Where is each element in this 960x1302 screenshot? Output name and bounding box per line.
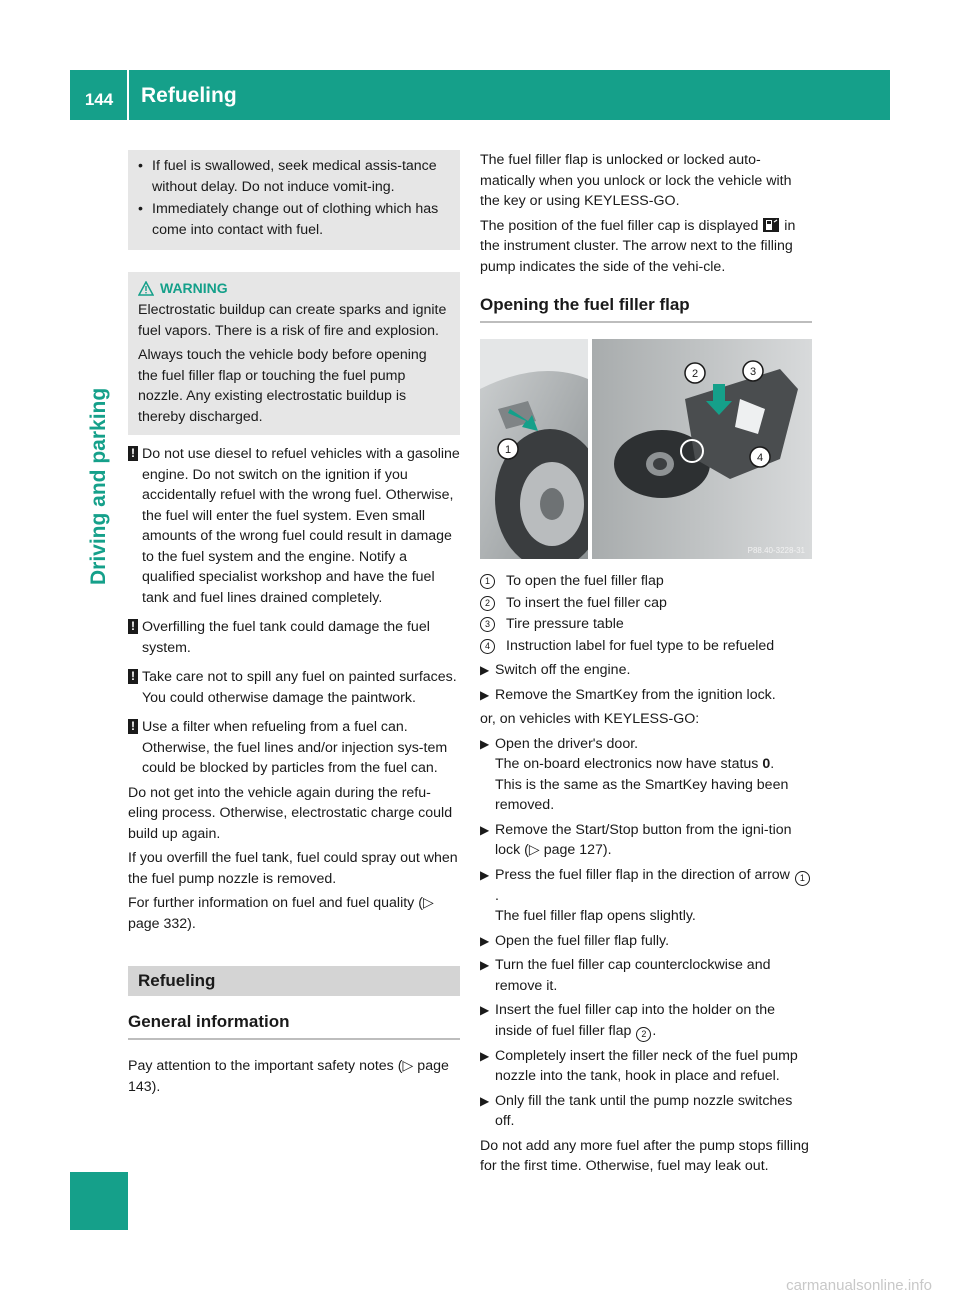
fuel-pump-icon xyxy=(762,217,780,233)
step-arrow-icon: ▶ xyxy=(480,663,490,677)
step-arrow-icon: ▶ xyxy=(480,687,490,702)
body-paragraph-link[interactable]: Pay attention to the important safety notes (▷ page 143). xyxy=(128,1058,449,1095)
safety-box xyxy=(128,150,460,250)
watermark: carmanualsonline.info xyxy=(786,1277,932,1294)
caution-note: ! Overfilling the fuel tank could damage the fuel system. xyxy=(128,617,460,658)
status-value: 0 xyxy=(762,756,771,772)
section-heading: Refueling xyxy=(128,966,460,996)
step-arrow-icon: ▶ xyxy=(480,867,490,882)
warning-text: Always touch the vehicle body before opening the fuel filler flap or touching the fuel pump nozzle. Any existing electrostatic buildup is thereby discharged. xyxy=(138,347,427,425)
step-arrow-icon: ▶ xyxy=(480,1093,490,1108)
body-paragraph: The fuel filler flap is unlocked or locked auto-matically when you unlock or lock the vehicle with the key or using KEYLESS-GO. xyxy=(480,152,792,209)
side-tab-marker xyxy=(70,1172,128,1230)
warning-triangle-icon xyxy=(138,281,154,296)
exclamation-icon: ! xyxy=(128,619,138,634)
step-arrow-icon: ▶ xyxy=(480,736,490,751)
body-paragraph: The position of the fuel filler cap is displayed in the instrument cluster. The arrow next to the filling pump indicates the side of the vehi-cle. xyxy=(480,217,796,275)
bullet-icon: • xyxy=(138,158,143,174)
caution-note: ! Use a filter when refueling from a fuel can. Otherwise, the fuel lines and/or injection sys-tem could be blocked by particles from the fuel can. xyxy=(128,717,460,779)
instruction-step: ▶ Open the driver's door. The on-board electronics now have status 0. This is the same as the SmartKey having been removed. xyxy=(480,735,789,813)
svg-text:3: 3 xyxy=(749,366,757,378)
step-arrow-icon: ▶ xyxy=(480,822,490,837)
subsection-heading: General information xyxy=(128,1012,460,1040)
instruction-step-link[interactable]: ▶ Remove the Start/Stop button from the igni-tion lock (▷ page 127). xyxy=(480,821,792,858)
body-paragraph: Do not add any more fuel after the pump stops filling for the first time. Otherwise, fuel may leak out. xyxy=(480,1137,809,1174)
body-paragraph: or, on vehicles with KEYLESS-GO: xyxy=(480,711,700,727)
step-arrow-icon: ▶ xyxy=(480,1003,490,1017)
instruction-step: ▶ Only fill the tank until the pump nozzle switches off. xyxy=(480,1092,793,1129)
legend-item: 1 To open the fuel filler flap xyxy=(480,571,812,592)
list-item: • Immediately change out of clothing which has come into contact with fuel. xyxy=(138,201,439,238)
instruction-step: ▶ Remove the SmartKey from the ignition lock. xyxy=(480,685,812,706)
step-arrow-icon: ▶ xyxy=(480,933,490,948)
warning-box xyxy=(128,272,460,435)
svg-text:4: 4 xyxy=(756,452,764,464)
legend-item: 2 To insert the fuel filler cap xyxy=(480,593,812,614)
legend-item: 3 Tire pressure table xyxy=(480,614,812,635)
svg-text:1: 1 xyxy=(504,444,512,456)
exclamation-icon: ! xyxy=(128,719,138,734)
side-tab-label: Driving and parking xyxy=(87,387,110,585)
legend-item: 4 Instruction label for fuel type to be refueled xyxy=(480,636,812,657)
figure-code: P88.40-3228-31 xyxy=(747,546,805,555)
step-arrow-icon: ▶ xyxy=(480,1048,490,1063)
body-paragraph: If you overfill the fuel tank, fuel could spray out when the fuel pump nozzle is removed. xyxy=(128,850,458,887)
right-column xyxy=(480,150,812,1177)
exclamation-icon: ! xyxy=(128,669,138,684)
svg-text:2: 2 xyxy=(691,368,699,380)
subsection-heading: Opening the fuel filler flap xyxy=(480,295,812,323)
body-paragraph: Do not get into the vehicle again during the refu-eling process. Otherwise, electrostatic charge could build up again. xyxy=(128,784,453,842)
page-title: Refueling xyxy=(141,84,237,107)
exclamation-icon: ! xyxy=(128,446,138,461)
warning-heading: WARNING xyxy=(138,280,450,296)
instruction-step: ▶ Press the fuel filler flap in the direction of arrow 1. The fuel filler flap opens slightly. xyxy=(480,865,812,927)
left-column xyxy=(128,150,460,1097)
fuel-flap-illustration xyxy=(480,339,812,559)
instruction-step: ▶ Insert the fuel filler cap into the holder on the inside of fuel filler flap 2 . xyxy=(480,1000,812,1042)
list-item: • If fuel is swallowed, seek medical assis-tance without delay. Do not induce vomit-ing. xyxy=(138,158,437,195)
body-paragraph-link[interactable]: For further information on fuel and fuel quality (▷ page 332). xyxy=(128,895,434,932)
instruction-step: ▶ Switch off the engine. xyxy=(480,660,812,681)
caution-note: ! Take care not to spill any fuel on painted surfaces. You could otherwise damage the paintwork. xyxy=(128,667,460,708)
instruction-step: ▶ Turn the fuel filler cap counterclockwise and remove it. xyxy=(480,957,771,994)
instruction-step: ▶ Completely insert the filler neck of the fuel pump nozzle into the tank, hook in place and refuel. xyxy=(480,1047,798,1084)
step-arrow-icon: ▶ xyxy=(480,958,490,972)
instruction-step: ▶ Open the fuel filler flap fully. xyxy=(480,931,812,952)
fuel-flap-photo xyxy=(480,339,812,559)
header-divider xyxy=(127,70,129,120)
page-number: 144 xyxy=(84,90,114,109)
warning-text: Electrostatic buildup can create sparks and ignite fuel vapors. There is a risk of fire and explosion. xyxy=(138,302,447,339)
bullet-icon: • xyxy=(138,201,143,217)
caution-note: ! Do not use diesel to refuel vehicles with a gasoline engine. Do not switch on the ignition if you accidentally refuel with the wrong fuel. Otherwise, the fuel will enter the fuel system. Even small amounts of the wrong fuel could result in damage to the fuel system and the engine. Notify a qualified specialist workshop and have the fuel tank and fuel lines drained completely. xyxy=(128,444,460,608)
